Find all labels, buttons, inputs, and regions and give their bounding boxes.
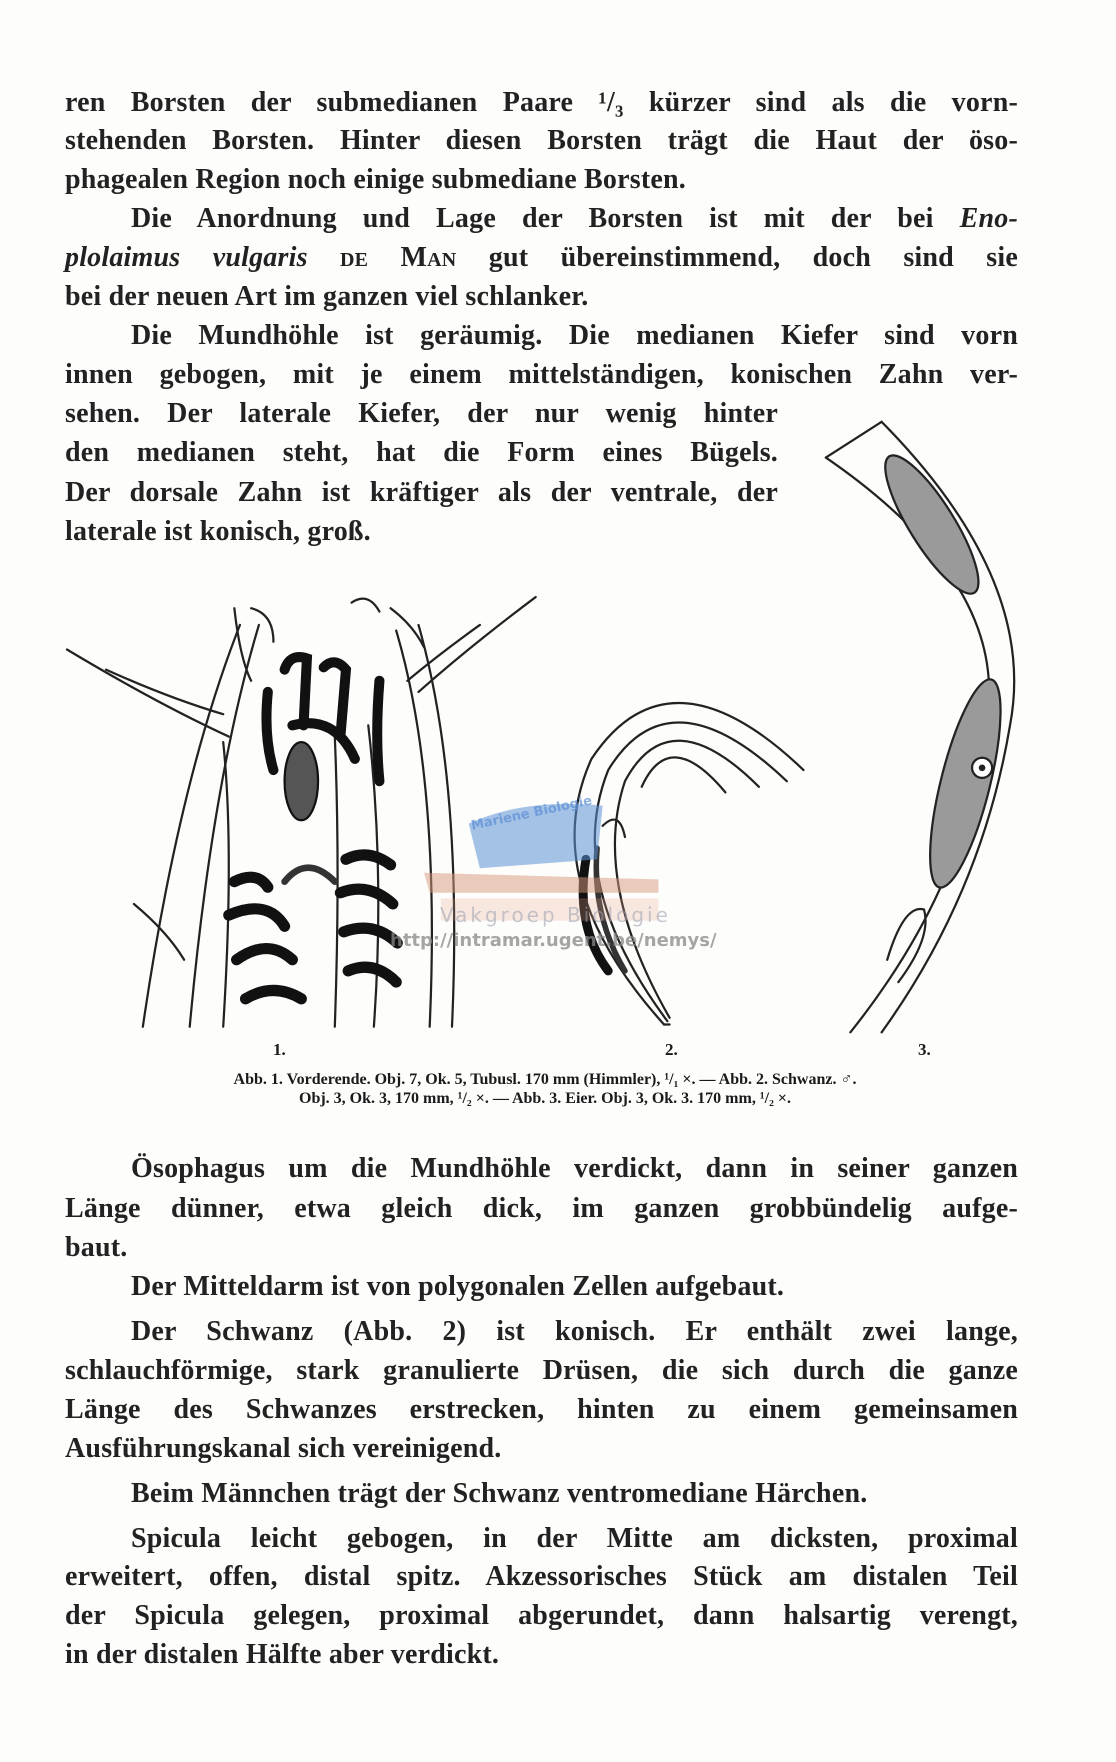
text-line: den medianen steht, hat die Form eines Bügels. (65, 437, 778, 469)
figure-label-2: 2. (665, 1040, 678, 1059)
figure-label-1: 1. (273, 1040, 286, 1059)
text-line: ren Borsten der submedianen Paare ¹/₃ kürzer sind als die vorn- (65, 87, 1018, 119)
figure-caption-line-1: Abb. 1. Vorderende. Obj. 7, Ok. 5, Tubusl. 170 mm (Himmler), ¹/₁ ×. — Abb. 2. Schwanz. ♂. (233, 1071, 857, 1088)
text-line: Beim Männchen trägt der Schwanz ventromediane Härchen. (131, 1477, 868, 1509)
text-segment: Eno- (959, 203, 1018, 235)
watermark-middle-text: Vakgroep Biologie (440, 903, 671, 927)
text-line: sehen. Der laterale Kiefer, der nur wenig hinter (65, 398, 778, 430)
text-line: innen gebogen, mit je einem mittelständigen, konischen Zahn ver- (65, 359, 1018, 391)
text-segment: plolaimus vulgaris (65, 242, 308, 274)
figure-1-anterior-end-drawing (67, 597, 536, 1027)
figure-2-tail-drawing (575, 703, 804, 1025)
text-line: laterale ist konisch, groß. (65, 515, 371, 547)
watermark-top-text: Mariene Biologie (469, 793, 594, 834)
text-line: baut. (65, 1232, 128, 1264)
text-line: Ösophagus um die Mundhöhle verdickt, dann in seiner ganzen (131, 1152, 1018, 1184)
text-segment: gut übereinstimmend, doch sind sie (456, 242, 1018, 274)
figure-label-3: 3. (918, 1040, 931, 1059)
text-line: in der distalen Hälfte aber verdickt. (65, 1639, 500, 1671)
figure-caption-line-2: Obj. 3, Ok. 3, 170 mm, ¹/₂ ×. — Abb. 3. Eier. Obj. 3, Ok. 3. 170 mm, ¹/₂ ×. (299, 1090, 791, 1107)
text-line: erweitert, offen, distal spitz. Akzessorisches Stück am distalen Teil (65, 1561, 1018, 1593)
text-segment: Die Anordnung und Lage der Borsten ist mit der bei (131, 203, 960, 235)
text-line: Der dorsale Zahn ist kräftiger als der ventrale, der (65, 476, 778, 508)
text-line: bei der neuen Art im ganzen viel schlanker. (65, 281, 589, 313)
figure-3-eggs-drawing (826, 422, 1015, 1032)
watermark-url: http://intramar.ugent.be/nemys/ (390, 930, 717, 951)
text-line: Spicula leicht gebogen, in der Mitte am dicksten, proximal (131, 1523, 1018, 1555)
text-line: Länge dünner, etwa gleich dick, im ganzen grobbündelig aufge- (65, 1192, 1018, 1224)
text-line: stehenden Borsten. Hinter diesen Borsten trägt die Haut der öso- (65, 124, 1018, 156)
text-line: der Spicula gelegen, proximal abgerundet, dann halsartig verengt, (65, 1600, 1018, 1632)
text-line: schlauchförmige, stark granulierte Drüsen, die sich durch die ganze (65, 1354, 1018, 1386)
text-line: Länge des Schwanzes erstrecken, hinten zu einem gemeinsamen (65, 1393, 1018, 1425)
text-line: Die Mundhöhle ist geräumig. Die medianen Kiefer sind vorn (131, 320, 1018, 352)
text-line: phagealen Region noch einige submediane Borsten. (65, 164, 686, 196)
text-line: Der Mitteldarm ist von polygonalen Zellen aufgebaut. (131, 1271, 785, 1303)
text-line: Ausführungskanal sich vereinigend. (65, 1432, 502, 1464)
text-segment: de Man (340, 242, 457, 274)
text-line: Der Schwanz (Abb. 2) ist konisch. Er enthält zwei lange, (131, 1315, 1018, 1347)
